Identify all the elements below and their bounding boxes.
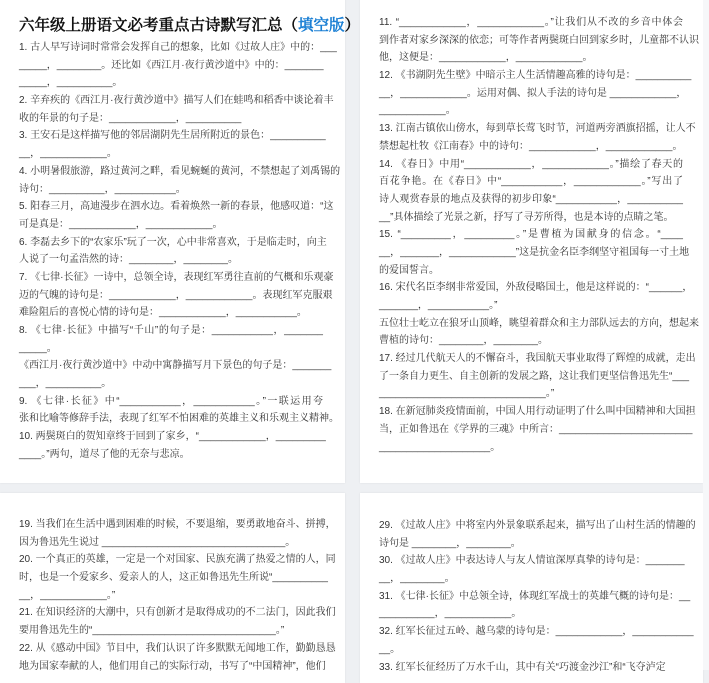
question-item [19,127,326,162]
question-item [19,516,336,551]
question-text-line: 可是真是：____________，____________。 [19,218,223,230]
question-item [379,659,683,677]
question-text-line: 33. 红军长征经历了万水千山，其中有关“巧渡金沙江”和“飞夺泸定 [379,661,666,673]
document-title [19,15,361,37]
question-item [379,623,694,658]
document-page-4 [360,493,703,683]
question-text-line: 诗人观赏春景的地点及获得的初步印象“___________，__________ [379,193,683,205]
question-item [19,322,323,357]
question-item [19,92,334,127]
question-text-line: 8. 《七律·长征》中描写“千山”的句子是：___________，_______ [19,325,323,336]
question-text-line: __。 [379,643,401,655]
question-text-line: 诗句是 ________，________。 [379,537,521,549]
page-content [379,14,699,456]
question-text-line: _____，__________。 [19,77,123,89]
title-suffix: ） [344,17,361,34]
question-text-line: 4. 小明暑假旅游，路过黄河之畔，看见蜿蜒的黄河，不禁想起了刘禹锡的 [19,165,341,177]
question-text-line: 12. 《书湖阴先生壁》中暗示主人生活情趣高雅的诗句是：__________ [379,70,692,82]
question-text-line: 3. 王安石是这样描写他的邻居湖阴先生居所附近的景色：__________ [19,130,326,142]
question-item [379,279,693,314]
question-item [19,604,336,639]
question-text-line: 13. 江南古镇依山傍水，每到草长莺飞时节，河道两旁酒旗招摇，让人不 [379,123,696,135]
page-content [19,516,336,675]
question-text-line: __，________。 [379,573,455,585]
question-text-line: 人说了一句孟浩然的诗：________，________。 [19,254,238,266]
question-text-line: 诗句：__________，___________。 [19,183,186,195]
question-text-line: 9. 《七律·长征》中“___________，___________。”一联运用夸 [19,395,323,407]
question-text-line: 张和比喻等修辞手法，表现了红军不怕困难的英雄主义和乐观主义精神。 [19,413,339,425]
title-prefix: 六年级上册语文必考重点古诗默写汇总（ [19,17,299,34]
question-text-line: 1. 古人早写诗词时常常会发挥自己的想象，比如《过故人庄》中的：___ [19,42,337,53]
question-text-line: ______________________________。” [379,388,555,400]
question-item [379,552,683,587]
question-item [379,67,692,120]
scrollbar-track[interactable] [703,0,709,670]
question-item [19,551,336,604]
question-text-line: 5. 阳春三月，高迪漫步在泗水边。看着焕然一新的春景，他感叹道：“这 [19,201,334,213]
question-item [19,234,327,269]
document-page-1 [0,0,361,483]
question-text-line: 7. 《七律·长征》一诗中，总领全诗，表现红军勇往直前的气概和乐观豪 [19,271,334,283]
question-item [379,350,696,403]
question-text-line: 18. 在新冠肺炎疫情面前，中国人用行动证明了什么叫中国精神和大国担 [379,406,696,418]
question-text-line: 时，也是一个爱家乡、爱亲人的人，这正如鲁迅先生所说“__________ [19,572,328,584]
question-text-line: _____，________。还比如《西江月·夜行黄沙道中》中的：_______ [19,59,324,71]
question-text-line: 到作者对家乡深深的依恋；可等作者两鬓斑白回到家乡时，儿童都不认识 [379,34,699,46]
question-item [19,357,332,392]
document-page-2 [360,0,703,483]
question-text-line: 17. 经过几代航天人的不懈奋斗，我国航天事业取得了辉煌的成就，走出 [379,353,696,365]
question-text-line: 的爱国誓言。 [379,264,439,276]
question-text-line: 他，这便是：____________，____________。 [379,52,593,64]
question-text-line: ____________________。 [379,441,501,453]
question-item [379,120,696,155]
question-item [19,393,339,428]
question-item [379,403,696,456]
question-text-line: 14. 《春日》中用“____________，____________。”描绘了春天的 [379,158,683,170]
question-text-line: 收的年景的句子是：____________，__________ [19,112,242,124]
question-text-line: _____。 [19,342,57,354]
question-text-line: 11. “____________，____________。”让我们从不改的乡音中体会 [379,17,683,28]
question-item [379,517,696,552]
question-text-line: 难险阻后的喜悦心情的诗句是：____________，___________。 [19,307,307,319]
question-text-line: 32. 红军长征过五岭、越乌蒙的诗句是：____________，___________ [379,626,694,638]
question-item [19,163,341,198]
question-text-line: 19. 当我们在生活中遇到困难的时候，不要退缩，要勇敢地奋斗、拼搏， [19,519,336,530]
title-accent: 填空版 [298,17,345,34]
question-text-line: 10. 两鬓斑白的贺知章终于回到了家乡，“____________，_________ [19,431,326,443]
question-text-line: 要用鲁迅先生的“_________________________________。” [19,625,285,637]
question-item [379,14,699,67]
question-text-line: 30. 《过故人庄》中表达诗人与友人情谊深厚真挚的诗句是：_______ [379,555,685,567]
question-text-line: 曹植的诗句：________，________。 [379,335,548,347]
question-text-line: 百花争艳。在《春日》中“___________，____________。”写出了 [379,176,683,188]
question-text-line: 31. 《七律·长征》中总领全诗，体现红军战士的英雄气概的诗句是：__ [379,590,691,602]
question-text-line: __，____________。运用对偶、拟人手法的诗句是 ____________， [379,87,687,99]
page-content [379,517,696,676]
question-text-line: ____。”两句，道尽了他的无奈与悲凉。 [19,448,190,460]
question-text-line: __，_______，____________”这是抗金名臣李纲坚守祖国每一寸土地 [379,246,690,258]
question-text-line: 6. 李磊去乡下的“农家乐”玩了一次，心中非常喜欢，于是临走时，向主 [19,236,327,248]
question-text-line: 20. 一个真正的英雄，一定是一个对国家、民族充满了热爱之情的人，同 [19,554,336,566]
question-text-line: ____________。 [379,105,456,117]
question-text-line: 2. 辛弃疾的《西江月·夜行黄沙道中》描写人们在蛙鸣和稻香中谈论着丰 [19,95,334,107]
question-item [19,269,334,322]
question-text-line: 21. 在知识经济的大潮中，只有创新才是取得成功的不二法门，因此我们 [19,607,336,619]
question-text-line: 禁想起杜牧《江南春》中的诗句：____________，____________。 [379,140,683,152]
question-item [19,640,336,675]
question-text-line: 16. 宋代名臣李纲非常爱国，外敌侵略国土，他是这样说的：“______， [379,282,693,294]
question-text-line: __，____________。 [19,148,117,160]
question-item [19,428,326,463]
question-text-line: 地为国家奉献的人，他们用自己的实际行动，书写了“中国精神”，他们 [19,660,326,672]
question-text-line: 《西江月·夜行黄沙道中》中动中寓静描写月下景色的句子是：_______ [19,360,332,372]
question-item [19,39,337,92]
question-text-line: 22. 从《感动中国》节目中，我们认识了许多默默无闻地工作，勤勤恳恳 [19,642,336,654]
question-item [19,198,334,233]
question-text-line: __，____________。” [19,589,116,601]
question-item [379,588,691,623]
question-text-line: 五位壮士屹立在狼牙山顶峰，眺望着群众和主力部队远去的方向，想起来 [379,317,699,329]
question-text-line: 当，正如鲁迅在《学界的三魂》中所言：________________________ [379,423,693,435]
question-item [379,156,683,227]
question-text-line: __”具体描绘了光景之新，抒写了寻芳所得，也是本诗的点睛之笔。 [379,211,674,223]
question-text-line: 15. “_________，_________。”是曹植为国献身的信念。“____ [379,229,683,241]
question-item [379,226,690,279]
question-text-line: 因为鲁迅先生说过 _________________________________。 [19,536,296,548]
question-text-line: 29. 《过故人庄》中将室内外景象联系起来，描写出了山村生活的情趣的 [379,520,696,531]
question-text-line: _______，___________。” [379,300,498,311]
question-text-line: ___，__________。 [19,378,112,390]
document-page-3 [0,493,345,683]
question-text-line: __________，____________。 [379,608,522,620]
page-content [19,39,341,464]
question-item [379,315,699,350]
question-text-line: 迈的气魄的诗句是：____________，____________。表现红军克服艰 [19,289,333,301]
question-text-line: 了一条自力更生、自主创新的发展之路，这让我们更坚信鲁迅先生“___ [379,370,690,382]
